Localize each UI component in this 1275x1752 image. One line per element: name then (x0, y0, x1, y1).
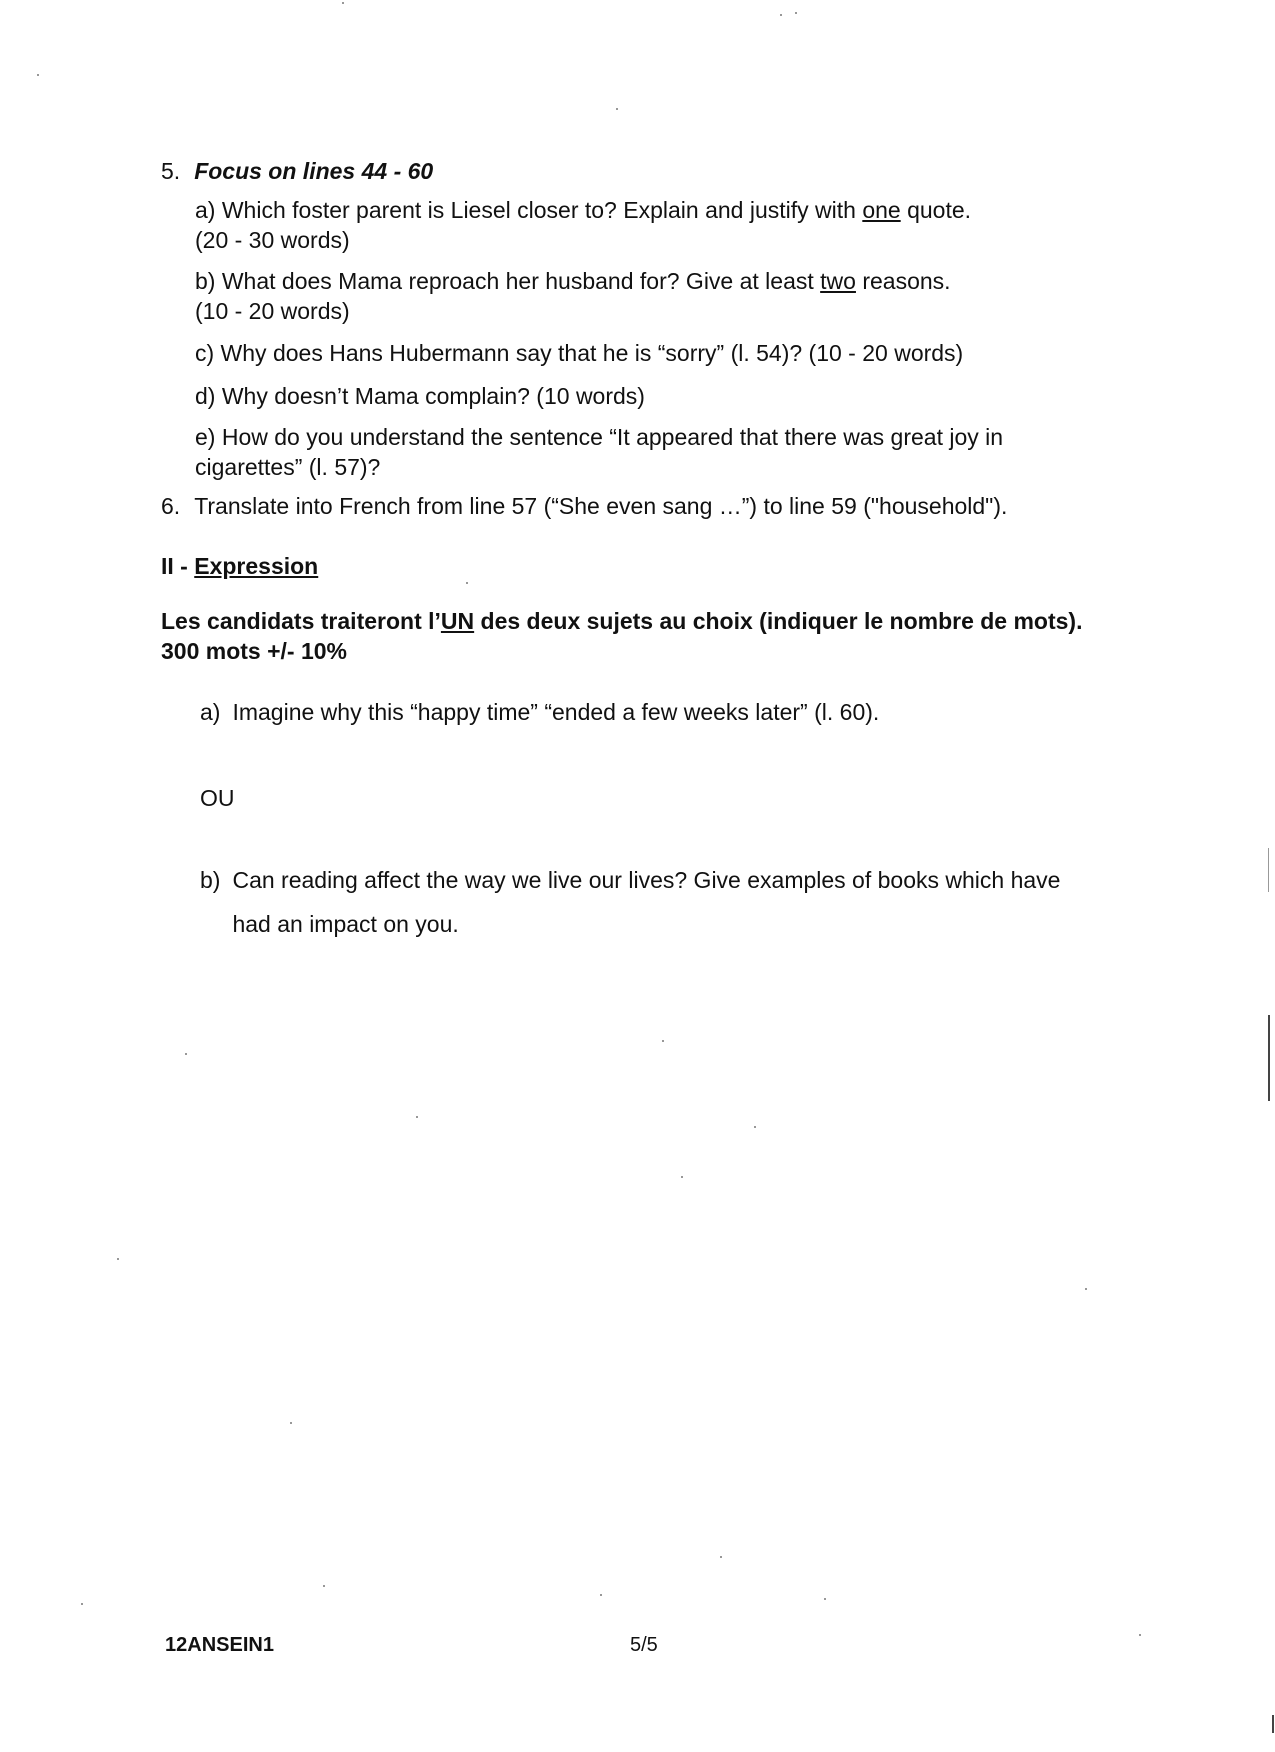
question-5a-text: a) Which foster parent is Liesel closer to? Explain and justify with (195, 197, 863, 223)
subject-a-label: a) (200, 699, 221, 725)
section-title: Expression (194, 553, 319, 579)
scan-speck (290, 1422, 292, 1424)
scan-edge-mark (1268, 1015, 1270, 1101)
instructions (161, 607, 1111, 667)
scan-edge-mark (1268, 848, 1269, 892)
scan-speck (342, 2, 344, 4)
scan-speck (1139, 1634, 1141, 1636)
question-5b-text-end: reasons. (855, 268, 951, 294)
question-5a-word-count: (20 - 30 words) (195, 226, 350, 253)
subject-b-label: b) (200, 867, 221, 893)
scan-speck (81, 1603, 83, 1605)
scan-speck (466, 582, 468, 584)
question-5a-text-end: quote. (900, 197, 972, 223)
question-5d: d) Why doesn’t Mama complain? (10 words) (195, 383, 645, 409)
scan-speck (1085, 1288, 1087, 1290)
scan-speck (600, 1594, 602, 1596)
scan-speck (185, 1053, 187, 1055)
scan-speck (824, 1598, 826, 1600)
section-number: II - (161, 553, 195, 579)
scan-speck (37, 74, 39, 76)
question-5b-text: b) What does Mama reproach her husband for? Give at least (195, 268, 821, 294)
question-5b-word-count: (10 - 20 words) (195, 297, 350, 324)
exam-code: 12ANSEIN1 (165, 1634, 274, 1656)
scan-speck (323, 1585, 325, 1587)
question-5c: c) Why does Hans Hubermann say that he is “sorry” (l. 54)? (10 - 20 words) (195, 340, 964, 366)
question-5-title: Focus on lines 44 - 60 (194, 158, 434, 184)
question-5e: e) How do you understand the sentence “It appeared that there was great joy in cigarettes” (l. 57)? (195, 424, 1004, 480)
subject-a-text: Imagine why this “happy time” “ended a few weeks later” (l. 60). (232, 699, 880, 725)
question-6-number: 6. (161, 493, 181, 519)
subject-a (200, 691, 1100, 735)
scan-speck (662, 1040, 664, 1042)
or-separator: OU (200, 785, 235, 811)
instructions-text: Les candidats traiteront l’ (161, 608, 441, 634)
scan-speck (795, 12, 797, 14)
question-6-text: Translate into French from line 57 (“She even sang …”) to line 59 ("household"). (194, 493, 1008, 519)
scan-speck (681, 1176, 683, 1178)
question-5a (195, 196, 1115, 256)
subject-b (200, 859, 1100, 946)
scan-speck (780, 14, 782, 16)
question-5b (195, 267, 1115, 327)
scan-speck (720, 1556, 722, 1558)
page-number: 5/5 (630, 1634, 658, 1656)
scan-speck (616, 108, 618, 110)
subject-b-text: Can reading affect the way we live our lives? Give examples of books which have had an impact on you. (232, 867, 1061, 937)
question-5-number: 5. (161, 158, 181, 184)
scan-speck (754, 1126, 756, 1128)
instructions-underlined: UN (440, 608, 475, 634)
scan-speck (117, 1258, 119, 1260)
scan-edge-mark (1272, 1715, 1274, 1733)
question-5-heading (161, 157, 433, 187)
instructions-text-end: des deux sujets au choix (indiquer le nombre de mots). 300 mots +/- 10% (161, 608, 1083, 664)
scan-speck (416, 1116, 418, 1118)
section-heading (161, 552, 318, 582)
question-5a-underlined: one (862, 197, 901, 223)
question-5b-underlined: two (820, 268, 856, 294)
question-6 (161, 492, 1121, 522)
